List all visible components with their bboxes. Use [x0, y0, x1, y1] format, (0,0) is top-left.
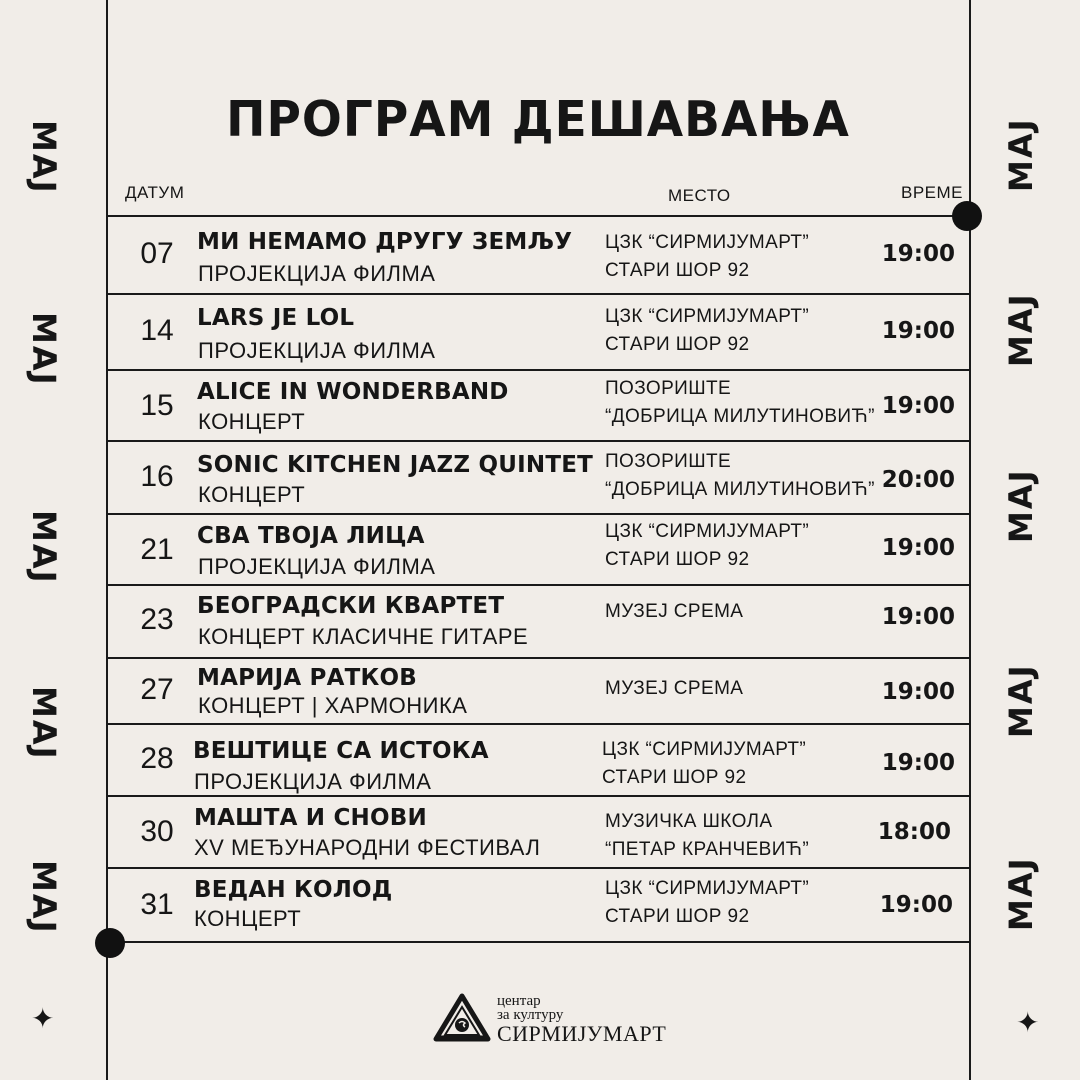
event-name: ВЕШТИЦЕ СА ИСТОКА [193, 738, 489, 764]
event-row [108, 369, 969, 440]
event-row [108, 215, 969, 293]
event-type: ПРОЈЕКЦИЈА ФИЛМА [198, 261, 436, 286]
event-type: ПРОЈЕКЦИЈА ФИЛМА [198, 554, 436, 579]
event-place-line1: ПОЗОРИШТЕ [605, 378, 732, 399]
event-time: 19:00 [881, 318, 955, 344]
logo-text-line1: центар [497, 993, 541, 1009]
decorative-dot [952, 201, 982, 231]
side-label-left: МАЈ [25, 860, 63, 935]
event-place-line2: СТАРИ ШОР 92 [602, 767, 747, 788]
event-place [602, 736, 806, 792]
event-type: КОНЦЕРТ [198, 409, 306, 434]
event-row [108, 795, 969, 867]
side-label-left: МАЈ [25, 120, 63, 195]
sparkle-icon: ✦ [1016, 1007, 1040, 1038]
events-table [108, 215, 969, 943]
side-label-right: МАЈ [1002, 117, 1040, 192]
event-place-line2: СТАРИ ШОР 92 [605, 334, 750, 355]
event-place-line1: МУЗЕЈ СРЕМА [605, 601, 744, 622]
event-place-line1: ЦЗК “СИРМИЈУМАРТ” [605, 878, 810, 899]
event-name: БЕОГРАДСКИ КВАРТЕТ [197, 593, 505, 619]
event-time: 18:00 [877, 819, 951, 845]
event-time: 19:00 [881, 604, 955, 630]
event-name: ВЕДАН КОЛОД [194, 877, 393, 903]
decorative-dot [95, 928, 125, 958]
event-place-line1: ЦЗК “СИРМИЈУМАРТ” [602, 739, 807, 760]
event-type: КОНЦЕРТ [194, 906, 302, 931]
event-time: 19:00 [881, 750, 955, 776]
event-date: 15 [140, 389, 174, 422]
event-place [605, 675, 743, 703]
right-border-line [969, 0, 971, 1080]
side-label-right: МАЈ [1002, 663, 1040, 738]
event-type: ПРОЈЕКЦИЈА ФИЛМА [198, 338, 436, 363]
sparkle-icon: ✦ [31, 1003, 55, 1034]
event-row [108, 513, 969, 584]
event-type: КОНЦЕРТ | ХАРМОНИКА [198, 693, 468, 718]
event-place-line2: “ДОБРИЦА МИЛУТИНОВИЋ” [605, 479, 875, 500]
event-row [108, 584, 969, 657]
event-place-line2: “ПЕТАР КРАНЧЕВИЋ” [605, 839, 810, 860]
event-time: 19:00 [881, 535, 955, 561]
event-time: 20:00 [881, 467, 955, 493]
event-date: 07 [140, 237, 174, 270]
event-place-line1: ЦЗК “СИРМИЈУМАРТ” [605, 306, 810, 327]
event-type: ПРОЈЕКЦИЈА ФИЛМА [194, 769, 432, 794]
event-time: 19:00 [881, 241, 955, 267]
side-label-right: МАЈ [1002, 856, 1040, 931]
event-date: 16 [140, 460, 174, 493]
side-label-right: МАЈ [1002, 292, 1040, 367]
page-title: ПРОГРАМ ДЕШАВАЊА [226, 90, 850, 149]
logo-text-line3: СИРМИЈУМАРТ [497, 1021, 667, 1046]
event-place-line2: СТАРИ ШОР 92 [605, 260, 750, 281]
event-place-line1: ЦЗК “СИРМИЈУМАРТ” [605, 232, 810, 253]
event-row [108, 867, 969, 943]
event-name: МИ НЕМАМО ДРУГУ ЗЕМЉУ [197, 229, 573, 255]
header-place: МЕСТО [668, 186, 731, 205]
event-date: 30 [140, 815, 174, 848]
event-row [108, 723, 969, 795]
side-label-left: МАЈ [25, 312, 63, 387]
logo-triangle-icon [433, 993, 491, 1043]
event-row [108, 440, 969, 513]
event-row [108, 657, 969, 723]
event-place [605, 375, 875, 431]
event-name: СВА ТВОЈА ЛИЦА [197, 523, 425, 549]
event-name: SONIC KITCHEN JAZZ QUINTET [197, 452, 594, 478]
event-row [108, 293, 969, 369]
side-label-right: МАЈ [1002, 468, 1040, 543]
event-name: МАШТА И СНОВИ [194, 805, 427, 831]
event-name: ALICE IN WONDERBAND [197, 379, 509, 405]
event-place [605, 808, 809, 864]
event-type: КОНЦЕРТ КЛАСИЧНЕ ГИТАРЕ [198, 624, 529, 649]
event-place-line1: ПОЗОРИШТЕ [605, 451, 732, 472]
event-place-line2: “ДОБРИЦА МИЛУТИНОВИЋ” [605, 406, 875, 427]
event-date: 31 [140, 888, 174, 921]
side-label-left: МАЈ [25, 686, 63, 761]
event-time: 19:00 [879, 892, 953, 918]
event-place-line2: СТАРИ ШОР 92 [605, 906, 750, 927]
event-name: LARS JE LOL [197, 305, 355, 331]
event-place [605, 598, 743, 626]
event-date: 27 [140, 673, 174, 706]
event-place [605, 518, 809, 574]
header-date: ДАТУМ [125, 183, 185, 202]
event-place-line1: МУЗИЧКА ШКОЛА [605, 811, 773, 832]
event-date: 14 [140, 314, 174, 347]
event-place [605, 875, 809, 931]
event-date: 23 [140, 603, 174, 636]
event-type: XV МЕЂУНАРОДНИ ФЕСТИВАЛ [194, 835, 541, 860]
event-place-line1: МУЗЕЈ СРЕМА [605, 678, 744, 699]
event-place-line2: СТАРИ ШОР 92 [605, 549, 750, 570]
event-name: МАРИЈА РАТКОВ [197, 665, 417, 691]
header-time: ВРЕМЕ [901, 183, 964, 202]
side-label-left: МАЈ [25, 510, 63, 585]
event-place [605, 229, 809, 285]
event-time: 19:00 [881, 679, 955, 705]
event-place-line1: ЦЗК “СИРМИЈУМАРТ” [605, 521, 810, 542]
event-date: 21 [140, 533, 174, 566]
event-date: 28 [140, 742, 174, 775]
event-place [605, 448, 875, 504]
event-time: 19:00 [881, 393, 955, 419]
event-type: КОНЦЕРТ [198, 482, 306, 507]
event-place [605, 303, 809, 359]
logo-text-line2: за културу [497, 1007, 564, 1023]
